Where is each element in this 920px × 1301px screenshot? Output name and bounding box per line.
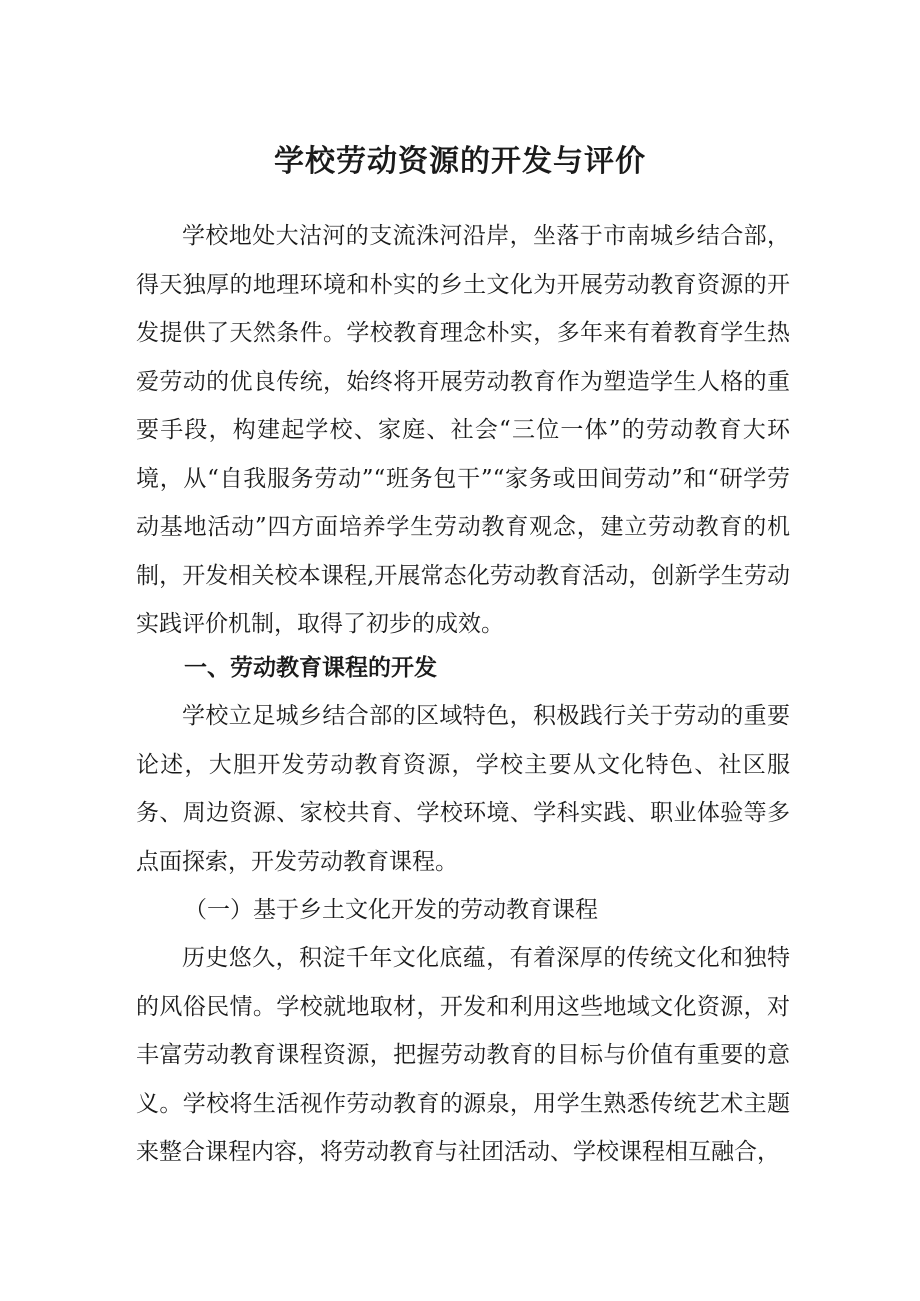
subsection-1-paragraph: 历史悠久，积淀千年文化底蕴，有着深厚的传统文化和独特的风俗民情。学校就地取材，开发和利用这些地域文化资源，对丰富劳动教育课程资源，把握劳动教育的目标与价值有重要的意义。学校将生活视作劳动教育的源泉，用学生熟悉传统艺术主题来整合课程内容，将劳动教育与社团活动、学校课程相互融合， [136, 945, 790, 1165]
subsection-heading-1: （一）基于乡土文化开发的劳动教育课程 [184, 897, 598, 923]
section-1-paragraph: 学校立足城乡结合部的区域特色，积极践行关于劳动的重要论述，大胆开发劳动教育资源，学校主要从文化特色、社区服务、周边资源、家校共育、学校环境、学科实践、职业体验等多点面探索，开发劳动教育课程。 [136, 703, 790, 875]
section-heading-1: 一、劳动教育课程的开发 [184, 655, 437, 681]
document-title: 学校劳动资源的开发与评价 [274, 144, 646, 179]
intro-paragraph: 学校地处大沽河的支流洙河沿岸，坐落于市南城乡结合部，得天独厚的地理环境和朴实的乡土文化为开展劳动教育资源的开发提供了天然条件。学校教育理念朴实，多年来有着教育学生热爱劳动的优良传统，始终将开展劳动教育作为塑造学生人格的重要手段，构建起学校、家庭、社会“三位一体”的劳动教育大环境，从“自我服务劳动”“班务包干”“家务或田间劳动”和“研学劳动基地活动”四方面培养学生劳动教育观念，建立劳动教育的机制，开发相关校本课程,开展常态化劳动教育活动，创新学生劳动实践评价机制，取得了初步的成效。 [136, 223, 790, 637]
